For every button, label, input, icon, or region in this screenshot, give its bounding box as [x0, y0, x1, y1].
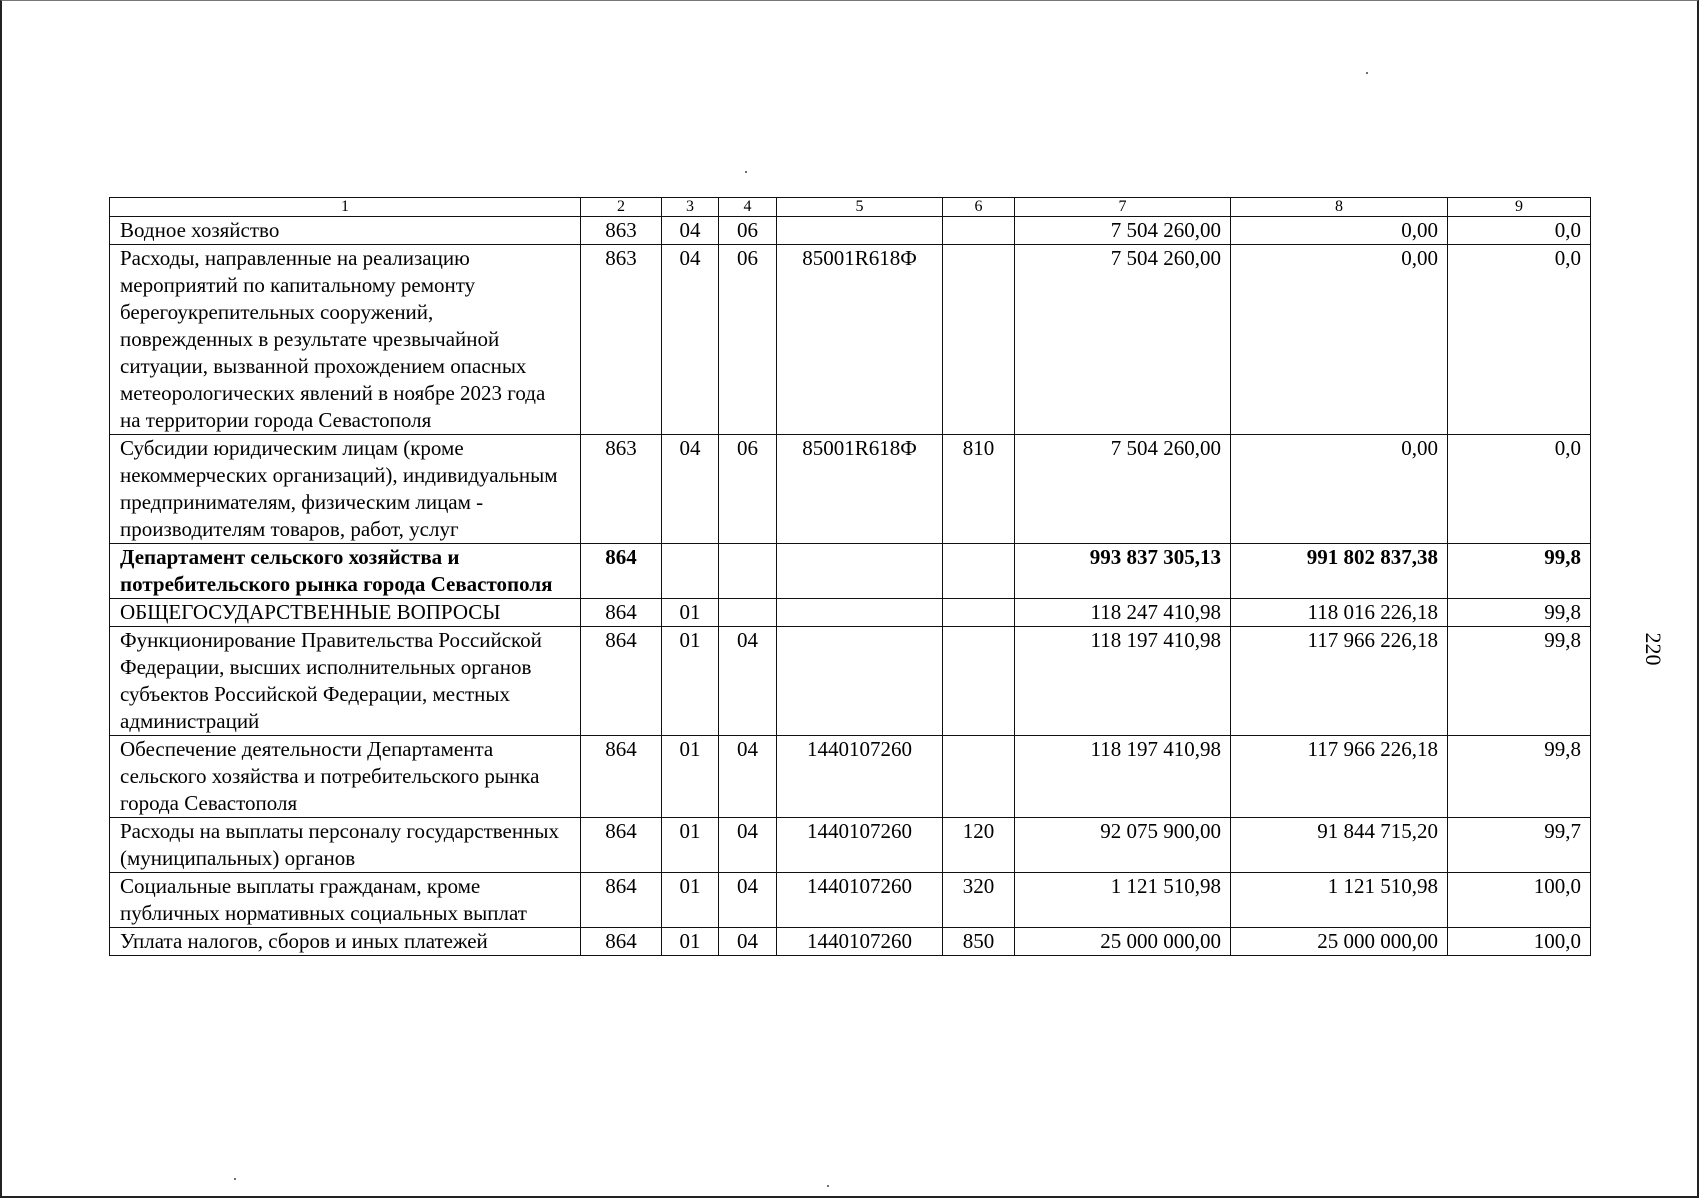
row-col-4: 04: [719, 818, 777, 873]
row-col-5: 1440107260: [777, 736, 943, 818]
row-col-5: 1440107260: [777, 873, 943, 928]
header-cell: 4: [719, 198, 777, 217]
row-col-7: 7 504 260,00: [1015, 245, 1231, 435]
row-col-3: 01: [662, 928, 719, 956]
table-row: [110, 736, 1591, 818]
row-col-6: [943, 217, 1015, 245]
row-col-6: 850: [943, 928, 1015, 956]
row-col-5: [777, 627, 943, 736]
row-col-4: 06: [719, 435, 777, 544]
row-col-7: 7 504 260,00: [1015, 217, 1231, 245]
table-row: [110, 627, 1591, 736]
row-col-3: 01: [662, 599, 719, 627]
row-col-9: 99,8: [1448, 599, 1591, 627]
row-col-2: 864: [581, 736, 662, 818]
row-col-9: 99,8: [1448, 544, 1591, 599]
row-col-9: 0,0: [1448, 217, 1591, 245]
table-row: [110, 818, 1591, 873]
row-col-7: 25 000 000,00: [1015, 928, 1231, 956]
header-cell: 6: [943, 198, 1015, 217]
row-col-5: [777, 599, 943, 627]
row-col-8: 1 121 510,98: [1231, 873, 1448, 928]
header-cell: 5: [777, 198, 943, 217]
row-col-8: 0,00: [1231, 245, 1448, 435]
row-col-2: 864: [581, 928, 662, 956]
row-col-5: 1440107260: [777, 818, 943, 873]
header-cell: 3: [662, 198, 719, 217]
row-col-4: 06: [719, 245, 777, 435]
row-name: Расходы, направленные на реализацию мероприятий по капитальному ремонту берегоукрепительных сооружений, поврежденных в результате чрезвычайной ситуации, вызванной прохождением опасных метеорологических явлений в ноябре 2023 года на территории города Севастополя: [110, 245, 581, 435]
row-col-8: 0,00: [1231, 435, 1448, 544]
row-col-9: 100,0: [1448, 873, 1591, 928]
table-row: [110, 599, 1591, 627]
header-cell: 9: [1448, 198, 1591, 217]
row-col-6: 320: [943, 873, 1015, 928]
table-row-department: [110, 544, 1591, 599]
row-col-3: 04: [662, 217, 719, 245]
page-number: 220: [1641, 632, 1666, 666]
row-col-2: 863: [581, 245, 662, 435]
row-col-4: [719, 544, 777, 599]
row-col-7: 118 197 410,98: [1015, 627, 1231, 736]
row-col-4: [719, 599, 777, 627]
row-col-3: 04: [662, 245, 719, 435]
table-row: [110, 217, 1591, 245]
row-name: Обеспечение деятельности Департамента сельского хозяйства и потребительского рынка города Севастополя: [110, 736, 581, 818]
row-col-8: 0,00: [1231, 217, 1448, 245]
row-col-6: [943, 627, 1015, 736]
table-row: [110, 873, 1591, 928]
row-col-2: 864: [581, 818, 662, 873]
row-col-9: 100,0: [1448, 928, 1591, 956]
row-col-3: 01: [662, 736, 719, 818]
row-col-4: 06: [719, 217, 777, 245]
row-col-3: 01: [662, 818, 719, 873]
row-col-8: 991 802 837,38: [1231, 544, 1448, 599]
table-header-row: [110, 198, 1591, 217]
row-name: Водное хозяйство: [110, 217, 581, 245]
row-col-3: [662, 544, 719, 599]
row-col-4: 04: [719, 873, 777, 928]
row-col-4: 04: [719, 928, 777, 956]
row-col-5: [777, 217, 943, 245]
row-col-7: 92 075 900,00: [1015, 818, 1231, 873]
row-col-8: 25 000 000,00: [1231, 928, 1448, 956]
row-col-7: 993 837 305,13: [1015, 544, 1231, 599]
row-col-6: 810: [943, 435, 1015, 544]
row-col-6: [943, 599, 1015, 627]
row-col-9: 0,0: [1448, 245, 1591, 435]
table-row: [110, 245, 1591, 435]
row-col-7: 118 197 410,98: [1015, 736, 1231, 818]
scan-speck: [234, 1178, 236, 1180]
row-col-2: 863: [581, 435, 662, 544]
row-name: Уплата налогов, сборов и иных платежей: [110, 928, 581, 956]
row-col-2: 864: [581, 627, 662, 736]
row-name: Департамент сельского хозяйства и потребительского рынка города Севастополя: [110, 544, 581, 599]
scan-speck: [1366, 72, 1368, 74]
row-name: Социальные выплаты гражданам, кроме публичных нормативных социальных выплат: [110, 873, 581, 928]
row-col-8: 117 966 226,18: [1231, 736, 1448, 818]
row-col-5: 85001R618Ф: [777, 435, 943, 544]
table-row: [110, 435, 1591, 544]
header-cell: 1: [110, 198, 581, 217]
row-col-8: 118 016 226,18: [1231, 599, 1448, 627]
scan-speck: [745, 171, 747, 173]
row-col-5: [777, 544, 943, 599]
row-name: ОБЩЕГОСУДАРСТВЕННЫЕ ВОПРОСЫ: [110, 599, 581, 627]
header-cell: 2: [581, 198, 662, 217]
row-col-6: [943, 736, 1015, 818]
row-name: Расходы на выплаты персоналу государственных (муниципальных) органов: [110, 818, 581, 873]
row-col-3: 04: [662, 435, 719, 544]
row-col-4: 04: [719, 627, 777, 736]
row-col-2: 864: [581, 544, 662, 599]
row-col-3: 01: [662, 873, 719, 928]
row-col-9: 99,8: [1448, 736, 1591, 818]
row-name: Функционирование Правительства Российской Федерации, высших исполнительных органов субъектов Российской Федерации, местных администраций: [110, 627, 581, 736]
row-col-7: 1 121 510,98: [1015, 873, 1231, 928]
row-col-2: 863: [581, 217, 662, 245]
row-col-3: 01: [662, 627, 719, 736]
row-col-6: [943, 544, 1015, 599]
row-col-8: 91 844 715,20: [1231, 818, 1448, 873]
row-col-4: 04: [719, 736, 777, 818]
row-col-7: 118 247 410,98: [1015, 599, 1231, 627]
row-col-7: 7 504 260,00: [1015, 435, 1231, 544]
row-col-6: 120: [943, 818, 1015, 873]
scan-speck: [827, 1185, 829, 1187]
header-cell: 7: [1015, 198, 1231, 217]
header-cell: 8: [1231, 198, 1448, 217]
row-col-9: 99,7: [1448, 818, 1591, 873]
row-col-6: [943, 245, 1015, 435]
row-col-2: 864: [581, 873, 662, 928]
row-col-2: 864: [581, 599, 662, 627]
row-col-9: 0,0: [1448, 435, 1591, 544]
row-col-9: 99,8: [1448, 627, 1591, 736]
row-col-8: 117 966 226,18: [1231, 627, 1448, 736]
budget-table: [109, 197, 1591, 956]
row-name: Субсидии юридическим лицам (кроме некоммерческих организаций), индивидуальным предпринимателям, физическим лицам - производителям товаров, работ, услуг: [110, 435, 581, 544]
row-col-5: 1440107260: [777, 928, 943, 956]
table-row: [110, 928, 1591, 956]
row-col-5: 85001R618Ф: [777, 245, 943, 435]
